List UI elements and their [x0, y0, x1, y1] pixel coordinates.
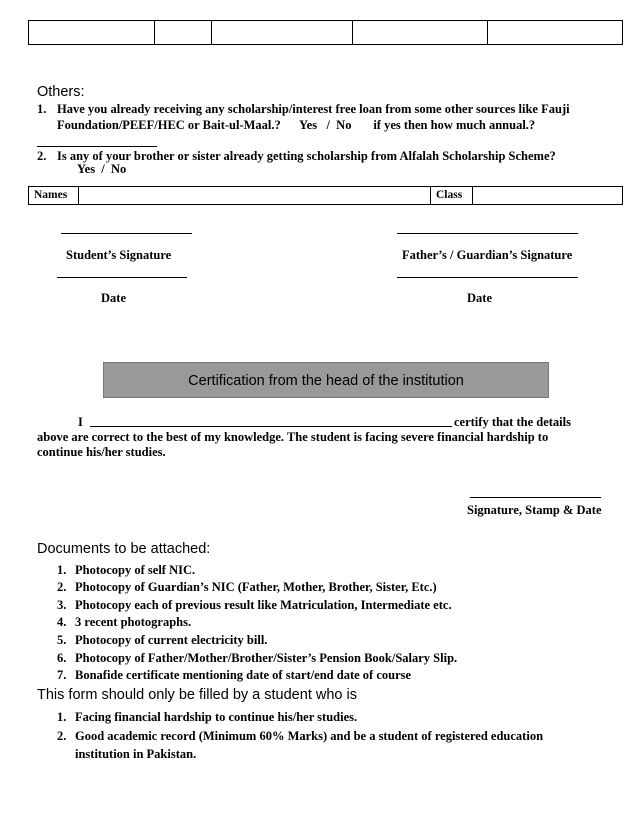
head-signature-label: Signature, Stamp & Date [467, 503, 602, 517]
guardian-signature-line[interactable] [397, 233, 578, 234]
top-table-cell[interactable] [212, 21, 353, 44]
class-field[interactable] [473, 187, 622, 204]
list-item: 1. [57, 563, 67, 577]
cert-line2: above are correct to the best of my knowledge. The student is facing severe financial hardship to [37, 430, 549, 444]
q2-line2: Yes / No [77, 162, 127, 176]
cert-line1-end: certify that the details [454, 415, 571, 429]
eligibility-heading: This form should only be filled by a student who is [37, 687, 357, 703]
student-signature-label: Student’s Signature [66, 248, 172, 262]
documents-heading: Documents to be attached: [37, 541, 211, 557]
q1-line1: Have you already receiving any scholarship/interest free loan from some other sources like Fauji [57, 102, 570, 116]
list-item-text: Photocopy of current electricity bill. [75, 633, 268, 647]
top-table-cell[interactable] [353, 21, 488, 44]
certification-title-box: Certification from the head of the institution [103, 362, 549, 398]
list-item: 2. [57, 580, 67, 594]
q1-line2: Foundation/PEEF/HEC or Bait-ul-Maal.? Yes / No if yes then how much annual.? [57, 118, 536, 132]
list-item-text: Photocopy of Father/Mother/Brother/Sister’s Pension Book/Salary Slip. [75, 651, 458, 665]
q1-number: 1. [37, 102, 47, 116]
list-item-text: Photocopy of self NIC. [75, 563, 196, 577]
list-item-text: 3 recent photographs. [75, 615, 192, 629]
date-right-line[interactable] [397, 277, 578, 278]
date-left-line[interactable] [57, 277, 187, 278]
list-item-text: Facing financial hardship to continue his/her studies. [75, 710, 358, 724]
top-table-cell[interactable] [488, 21, 622, 44]
list-item: 4. [57, 615, 67, 629]
date-left-label: Date [101, 291, 126, 305]
list-item-text: Photocopy each of previous result like Matriculation, Intermediate etc. [75, 598, 452, 612]
student-signature-line[interactable] [61, 233, 192, 234]
cert-line3: continue his/her studies. [37, 445, 166, 459]
guardian-signature-label: Father’s / Guardian’s Signature [402, 248, 573, 262]
names-field[interactable] [79, 187, 431, 204]
q2-number: 2. [37, 149, 47, 163]
list-item: 7. [57, 668, 67, 682]
head-signature-line[interactable] [470, 497, 601, 498]
list-item: 3. [57, 598, 67, 612]
others-heading: Others: [37, 84, 85, 100]
names-class-table [28, 186, 623, 205]
names-label: Names [29, 187, 79, 204]
list-item-text: Photocopy of Guardian’s NIC (Father, Mother, Brother, Sister, Etc.) [75, 580, 437, 594]
list-item: 6. [57, 651, 67, 665]
date-right-label: Date [467, 291, 492, 305]
list-item-text-cont: institution in Pakistan. [75, 747, 197, 761]
cert-i-label: I [78, 415, 83, 429]
list-item-text: Good academic record (Minimum 60% Marks) and be a student of registered education [75, 729, 544, 743]
q2-line1: Is any of your brother or sister already getting scholarship from Alfalah Scholarship Scheme? [57, 149, 556, 163]
list-item: 5. [57, 633, 67, 647]
list-item: 2. [57, 729, 67, 743]
cert-name-blank[interactable] [90, 426, 452, 427]
top-table-row [28, 20, 623, 45]
top-table-cell[interactable] [155, 21, 212, 44]
list-item: 1. [57, 710, 67, 724]
class-label: Class [431, 187, 473, 204]
annual-amount-blank[interactable] [37, 146, 157, 147]
list-item-text: Bonafide certificate mentioning date of start/end date of course [75, 668, 412, 682]
top-table-cell[interactable] [29, 21, 155, 44]
